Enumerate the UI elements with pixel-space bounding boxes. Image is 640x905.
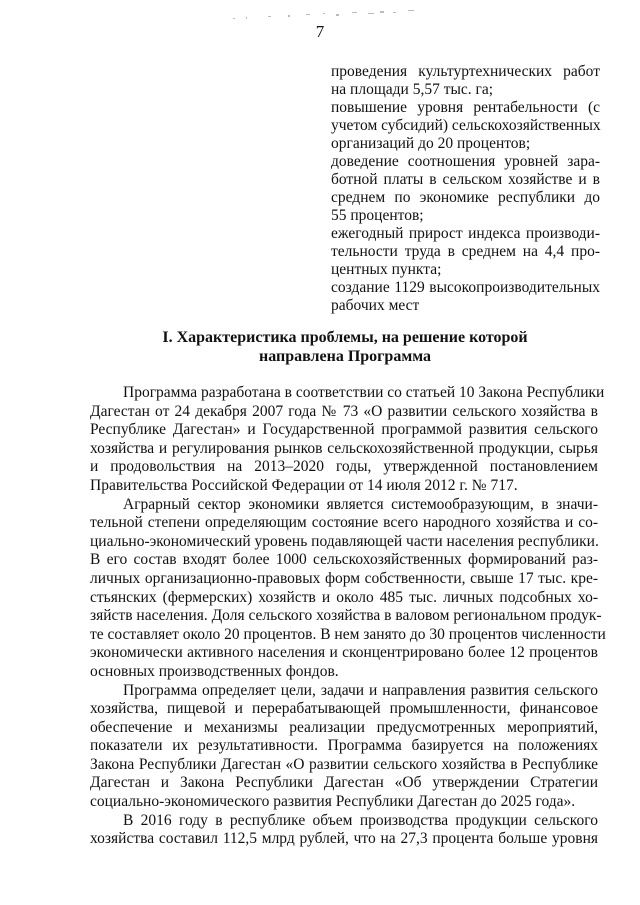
text-line: зяйств населения. Доля сельского хозяйства в валовом региональном продук- <box>90 607 602 625</box>
text-line: те составляет около 20 процентов. В нем занято до 30 процентов численности <box>90 625 606 643</box>
section-heading <box>90 328 600 366</box>
text-line: Программа определяет цели, задачи и направления развития сельского <box>123 681 598 699</box>
goal-line: центных пункта; <box>331 261 442 278</box>
page-number: 7 <box>315 22 325 41</box>
paragraph <box>90 384 605 496</box>
text-line: Правительства Российской Федерации от 14 июля 2012 г. № 717. <box>90 476 518 494</box>
goal-line: создание 1129 высокопроизводительных <box>331 279 600 296</box>
text-line: Закона Республики Дагестан «О развитии сельского хозяйства в Республике <box>90 755 598 773</box>
text-line: хозяйства и регулирования рынков сельскохозяйственной продукции, сырья <box>90 439 598 457</box>
goal-item <box>331 99 600 153</box>
paragraph <box>90 812 598 849</box>
goal-line: среднем по экономике республики до <box>331 189 600 206</box>
goal-line: доведение соотношения уровней зара- <box>331 153 600 170</box>
text-line: хозяйства, пищевой и перерабатывающей промышленности, финансовое <box>90 700 598 718</box>
goal-item <box>331 279 600 315</box>
text-line: социально-экономического развития Республики Дагестан до 2025 года». <box>90 793 576 811</box>
text-line: Программа разработана в соответствии со статьей 10 Закона Республики <box>123 384 605 401</box>
goals-list <box>331 63 600 315</box>
goal-line: ежегодный прирост индекса производи- <box>331 225 600 242</box>
goal-item <box>331 225 600 279</box>
text-line: хозяйства составил 112,5 млрд рублей, что на 27,3 процента больше уровня <box>90 830 598 848</box>
text-line: В его состав входят более 1000 сельскохозяйственных формирований раз- <box>90 551 598 569</box>
text-line: и продовольствия на 2013–2020 годы, утвержденной постановлением <box>90 458 598 476</box>
text-line: Аграрный сектор экономики является системообразующим, в значи- <box>123 495 598 513</box>
text-line: Дагестан от 24 декабря 2007 года № 73 «О развитии сельского хозяйства в <box>90 402 598 420</box>
goal-line: рабочих мест <box>331 297 420 314</box>
section-heading-line: направлена Программа <box>258 348 432 365</box>
paragraph <box>90 682 598 812</box>
text-line: обеспечение и механизмы реализации предусмотренных мероприятий, <box>90 718 598 736</box>
text-line: основных производственных фондов. <box>90 662 339 680</box>
goal-item <box>331 153 600 225</box>
text-line: Республике Дагестан» и Государственной программой развития сельского <box>90 421 598 439</box>
section-heading-line: I. Характеристика проблемы, на решение которой <box>162 329 528 346</box>
goal-item <box>331 63 600 99</box>
text-line: тельной степени определяющим состояние всего народного хозяйства и со- <box>90 514 598 532</box>
goal-line: тельности труда в среднем на 4,4 про- <box>331 243 600 260</box>
goal-line: на площади 5,57 тыс. га; <box>331 81 494 98</box>
body-text <box>90 384 606 849</box>
goal-line: повышение уровня рентабельности (с <box>331 99 600 116</box>
text-line: экономически активного населения и сконцентрировано более 12 процентов <box>90 644 598 662</box>
text-line: циально-экономический уровень подавляющей части населения республики. <box>90 532 599 550</box>
goal-line: проведения культуртехнических работ <box>331 63 600 80</box>
text-line: Дагестан и Закона Республики Дагестан «Об утверждении Стратегии <box>90 774 598 792</box>
goal-line: 55 процентов; <box>331 207 424 224</box>
text-line: стьянских (фермерских) хозяйств и около 485 тыс. личных подсобных хо- <box>90 588 598 606</box>
goal-line: ботной платы в сельском хозяйстве и в <box>331 171 600 188</box>
paragraph <box>90 495 606 682</box>
text-line: личных организационно-правовых форм собственности, свыше 17 тыс. кре- <box>90 569 598 587</box>
goal-line: организаций до 20 процентов; <box>331 135 531 152</box>
goal-line: учетом субсидий) сельскохозяйственных <box>331 117 601 134</box>
text-line: В 2016 году в республике объем производства продукции сельского <box>123 811 598 829</box>
text-line: показатели их результативности. Программа базируется на положениях <box>90 737 598 755</box>
